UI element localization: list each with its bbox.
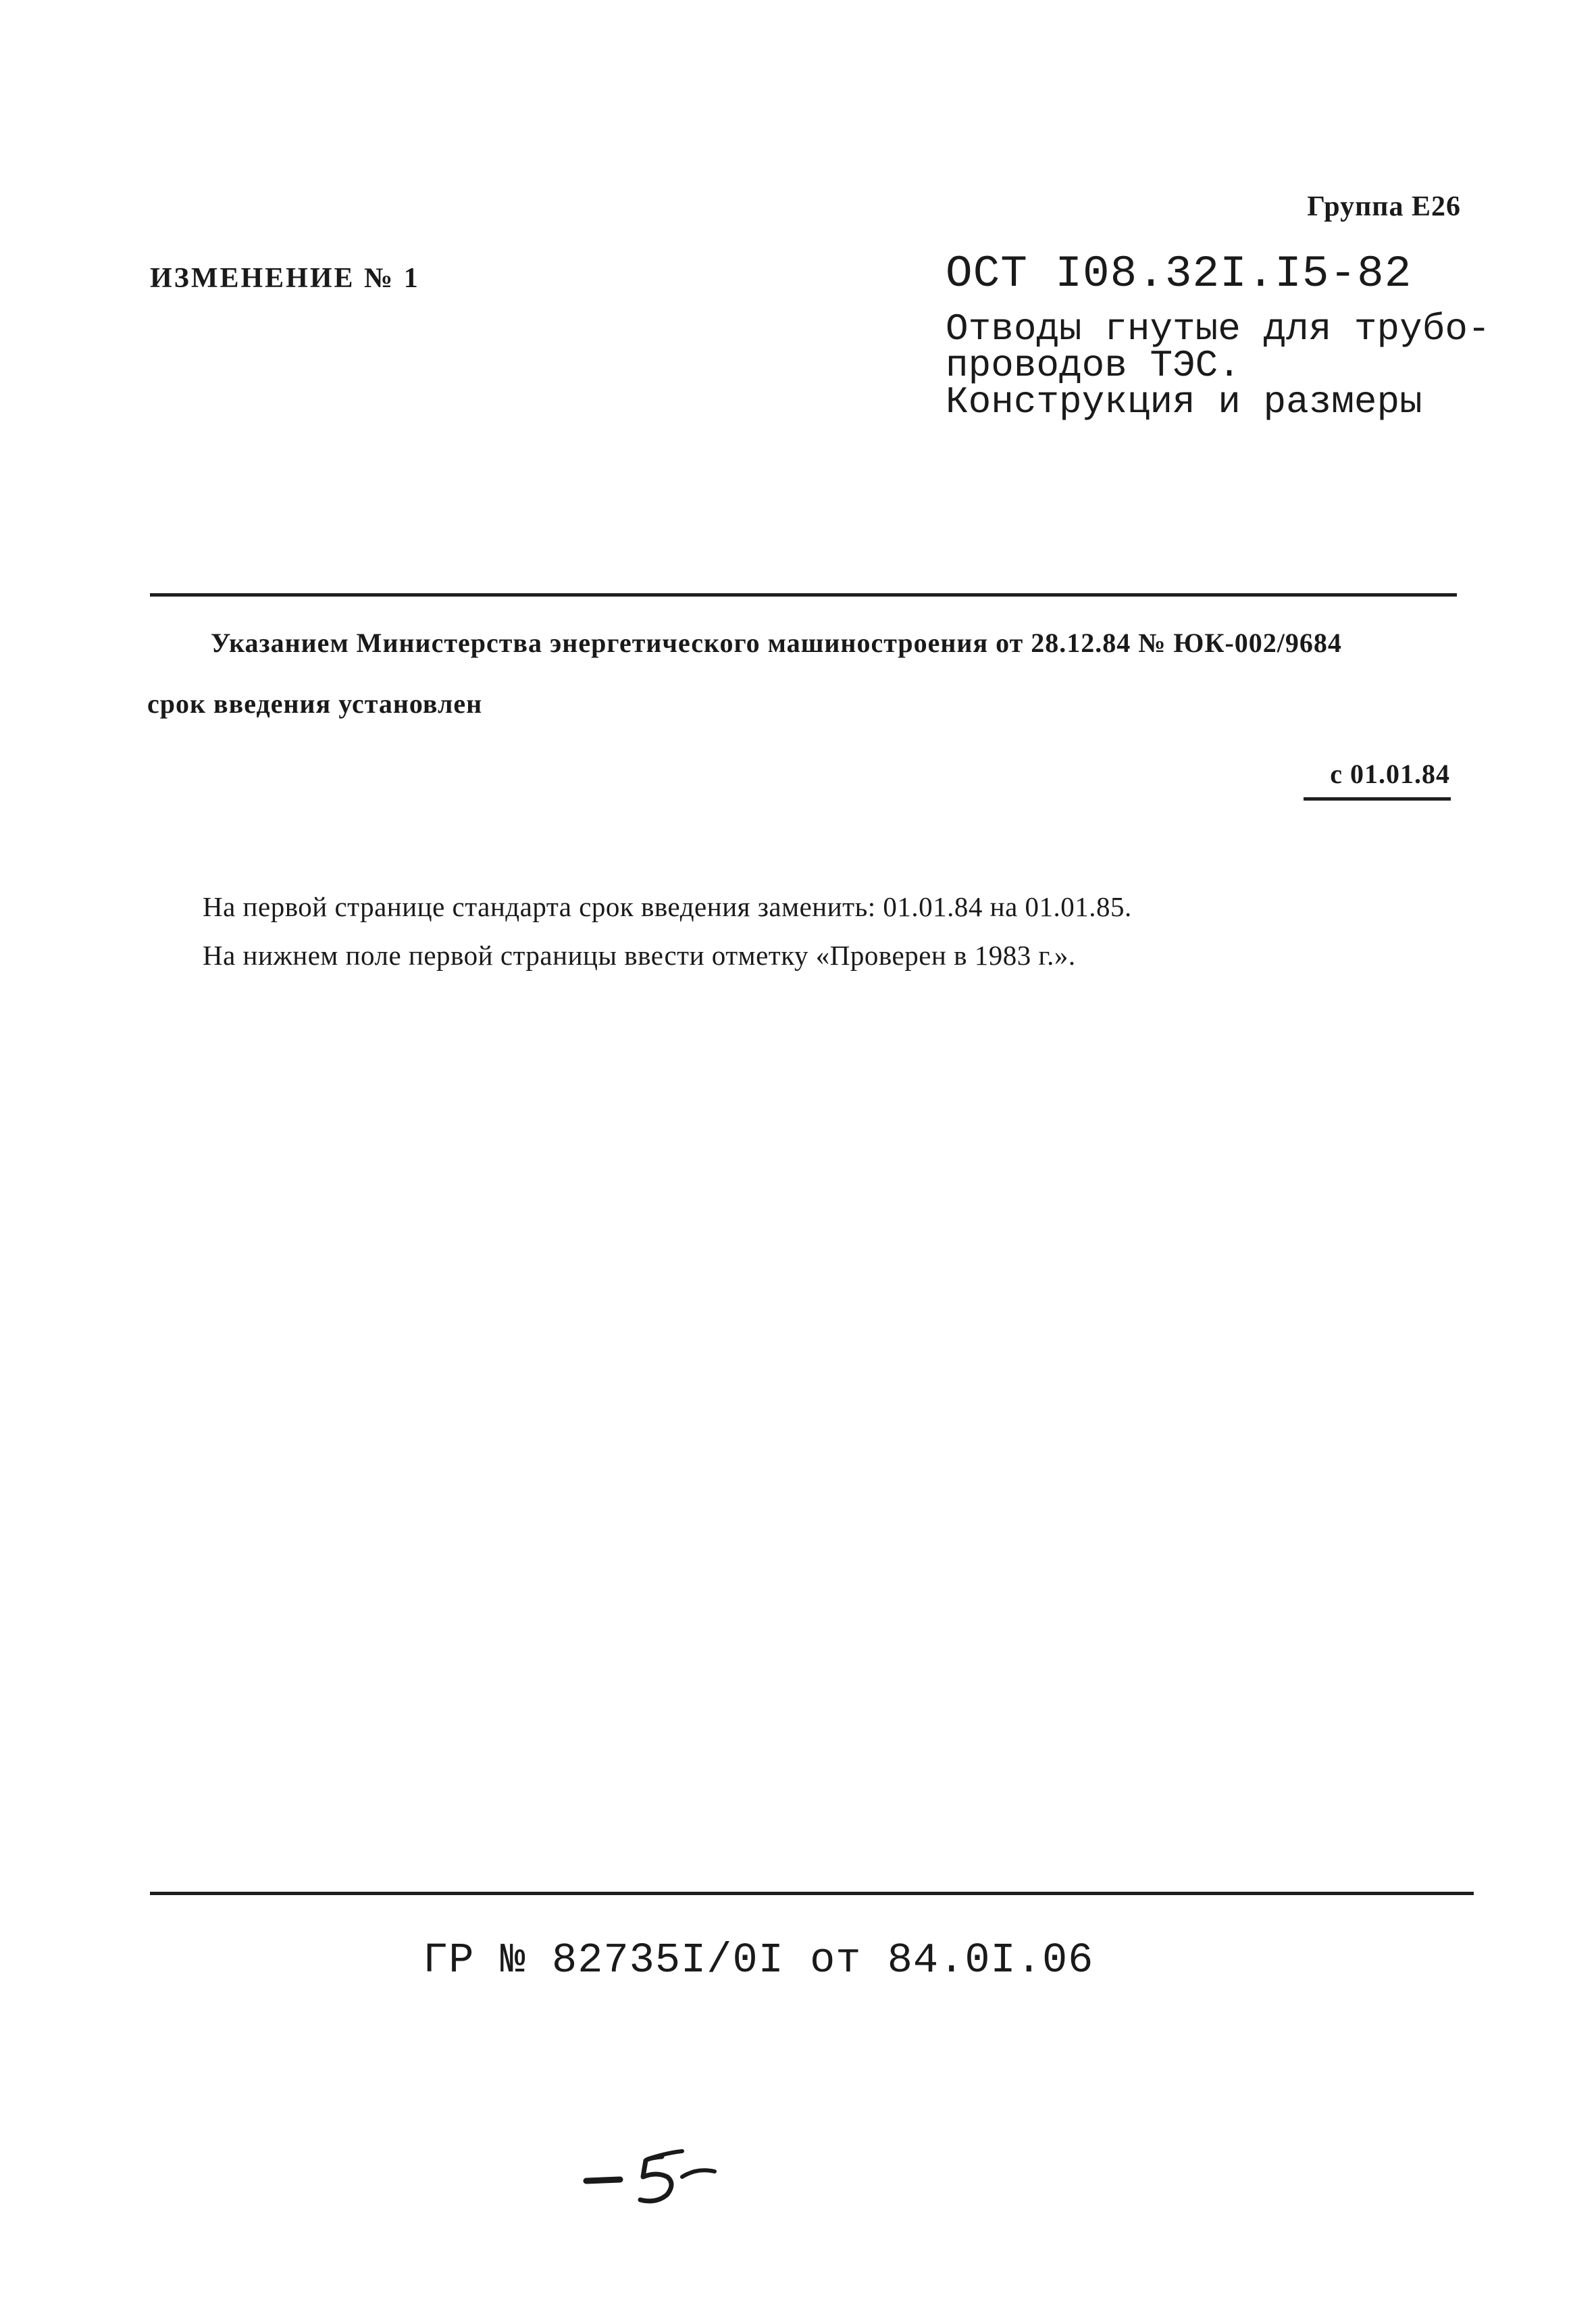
- group-label: Группа Е26: [1307, 191, 1461, 222]
- term-date-underline: [1304, 797, 1451, 801]
- directive-text: Указанием Министерства энергетического машиностроения от 28.12.84 № ЮК-002/9684: [211, 628, 1342, 658]
- standard-number: ОСТ I08.32I.I5-82: [946, 249, 1412, 299]
- bottom-divider: [150, 1892, 1474, 1895]
- body-paragraph: На первой странице стандарта срок введения заменить: 01.01.84 на 01.01.85.: [203, 891, 1132, 922]
- handwritten-page-number: [581, 2142, 729, 2216]
- standard-title-line: проводов ТЭС.: [946, 344, 1241, 387]
- standard-title-line: Отводы гнутые для трубо-: [946, 307, 1491, 351]
- standard-title-line: Конструкция и размеры: [946, 380, 1422, 424]
- registry-number: ГР № 82735I/0I от 84.0I.06: [423, 1936, 1094, 1984]
- term-date: с 01.01.84: [1330, 759, 1450, 789]
- change-number-label: ИЗМЕНЕНИЕ № 1: [150, 263, 420, 294]
- body-paragraph: На нижнем поле первой страницы ввести отметку «Проверен в 1983 г.».: [203, 940, 1076, 971]
- top-divider: [150, 593, 1457, 597]
- term-label: срок введения установлен: [147, 688, 483, 719]
- standard-title: [946, 307, 1491, 424]
